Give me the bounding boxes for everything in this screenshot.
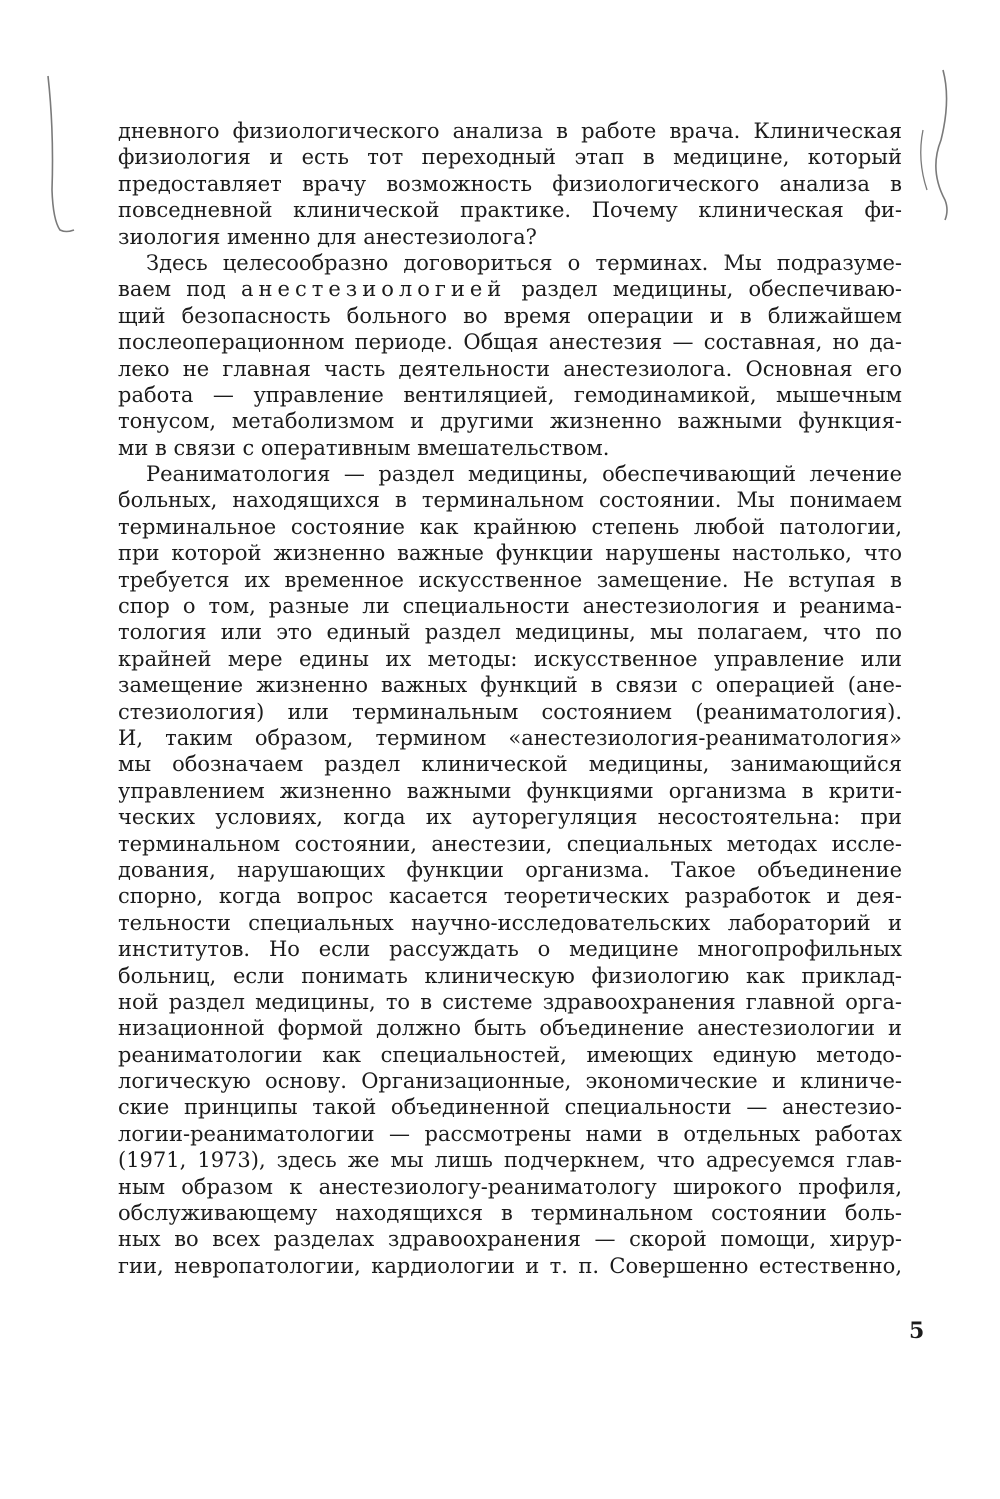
paragraph-3 [118,461,902,1279]
text-line: гии, невропатологии, кардиологии и т. п. Совершенно естественно, [118,1253,902,1278]
body-text [118,118,902,1279]
text-line: тонусом, метаболизмом и другими жизненно важными функция- [118,409,902,434]
text-line: повседневной клинической практике. Почему клиническая фи- [118,198,902,223]
text-line: требуется их временное искусственное замещение. Не вступая в [118,567,902,592]
paragraph-1 [118,118,902,250]
text-line: больниц, если понимать клиническую физиологию как приклад- [118,963,902,988]
paragraph-2 [118,250,902,461]
text-line: управлением жизненно важными функциями организма в крити- [118,778,902,803]
text-line: (1971, 1973), здесь же мы лишь подчеркнем, что адресуемся глав- [118,1148,902,1173]
text-line: больных, находящихся в терминальном состоянии. Мы понимаем [118,488,902,513]
text-line: терминальном состоянии, анестезии, специальных методах иссле- [118,831,902,856]
text-line: дневного физиологического анализа в работе врача. Клиническая [118,119,902,143]
spaced-term: анестезиологией [241,277,507,302]
text-line: мы обозначаем раздел клинической медицины, занимающийся [118,752,902,777]
text-line: ным образом к анестезиологу-реаниматологу широкого профиля, [118,1174,902,1199]
text-line: ваем под анестезиологией раздел медицины, обеспечиваю- [118,277,903,302]
text-line: терминальное состояние как крайнюю степень любой патологии, [118,514,902,539]
pencil-bracket-left-mark [40,70,80,240]
text-line: логии-реаниматологии — рассмотрены нами в отдельных работах [118,1121,902,1146]
text-line: работа — управление вентиляцией, гемодинамикой, мышечным [118,382,902,407]
text-line: ми в связи с оперативным вмешательством. [118,435,610,460]
text-line: Здесь целесообразно договориться о терминах. Мы подразуме- [146,250,902,275]
text-line: ческих условиях, когда их ауторегуляция несостоятельна: при [118,805,902,830]
text-line: логическую основу. Организационные, экономические и клиниче- [118,1069,902,1094]
text-line: зиология именно для анестезиолога? [118,224,537,249]
text-line: ной раздел медицины, то в системе здравоохранения главной орга- [118,989,902,1014]
text-line: спор о том, разные ли специальности анестезиология и реанима- [118,594,902,619]
text-line: ские принципы такой объединенной специальности — анестезио- [118,1095,902,1120]
text-line: обслуживающему находящихся в терминальном состоянии боль- [118,1201,902,1226]
text-line: спорно, когда вопрос касается теоретических разработок и дея- [118,884,902,909]
text-line: дования, нарушающих функции организма. Такое объединение [118,857,902,882]
text-line: реаниматологии как специальностей, имеющих единую методо- [118,1042,902,1067]
text-line: при которой жизненно важные функции нарушены настолько, что [118,541,902,566]
page-number: 5 [909,1318,925,1344]
text-line: тология или это единый раздел медицины, мы полагаем, что по [118,620,902,645]
text-line: низационной формой должно быть объединение анестезиологии и [118,1016,902,1041]
text-line: послеоперационном периоде. Общая анестезия — составная, но да- [118,330,902,355]
text-line: тельности специальных научно-исследовательских лабораторий и [118,910,902,935]
text-line: стезиология) или терминальным состоянием (реаниматология). [118,699,902,724]
text-line: ных во всех разделах здравоохранения — скорой помощи, хирур- [118,1227,902,1252]
text-line: институтов. Но если рассуждать о медицине многопрофильных [118,937,902,962]
text-line: крайней мере едины их методы: искусственное управление или [118,646,902,671]
text-line: И, таким образом, термином «анестезиология-реаниматология» [118,725,902,750]
text-line: щий безопасность больного во время операции и в ближайшем [118,303,902,328]
pencil-bracket-right-mark [915,60,965,230]
text-line: замещение жизненно важных функций в связи с операцией (ане- [118,673,902,698]
text-line: Реаниматология — раздел медицины, обеспечивающий лечение [146,462,902,487]
text-line: физиология и есть тот переходный этап в медицине, который [118,145,902,170]
text-line: леко не главная часть деятельности анестезиолога. Основная его [118,356,902,381]
text-line: предоставляет врачу возможность физиологического анализа в [118,171,902,196]
